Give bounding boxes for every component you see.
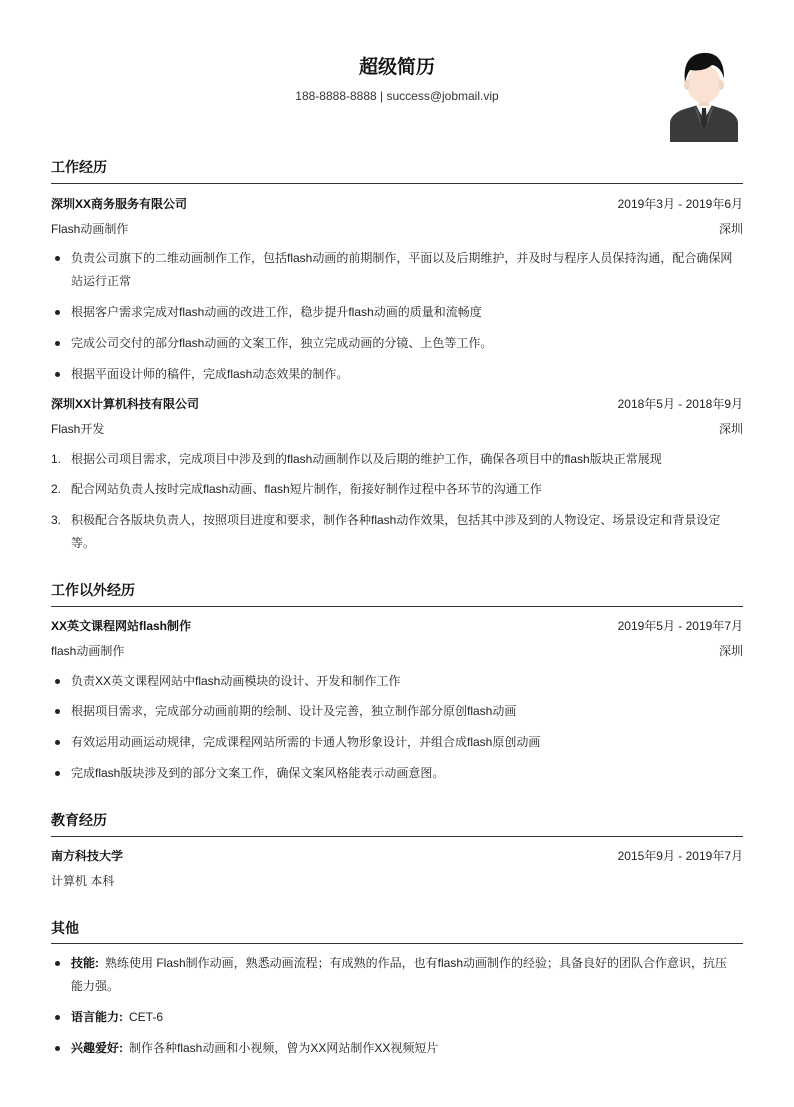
language-label: 语言能力: xyxy=(71,1010,123,1024)
education-period: 2015年9月 - 2019年7月 xyxy=(617,849,743,863)
school-name: 南方科技大学 xyxy=(51,849,124,863)
list-item: 有效运用动画运动规律，完成课程网站所需的卡通人物形象设计，并组合成flash原创动画 xyxy=(71,731,739,754)
job-role: Flash动画制作 xyxy=(51,222,129,236)
list-number: 2. xyxy=(51,482,62,496)
list-item: 负责公司旗下的二维动画制作工作，包括flash动画的前期制作，平面以及后期维护，并及时与程序人员保持沟通，配合确保网站运行正常 xyxy=(71,247,739,293)
section-title-education: 教育经历 xyxy=(51,812,107,828)
job-city: 深圳 xyxy=(718,222,743,236)
list-item xyxy=(71,1006,739,1029)
section-divider xyxy=(51,183,743,184)
list-item xyxy=(71,1037,739,1060)
education-subheader xyxy=(51,873,743,889)
company-name: 深圳XX商务服务有限公司 xyxy=(51,197,188,211)
bullet-dot xyxy=(55,771,60,776)
section-divider xyxy=(51,943,743,944)
company-name: 深圳XX计算机科技有限公司 xyxy=(51,397,200,411)
list-item: 根据项目需求，完成部分动画前期的绘制、设计及完善，独立制作部分原创flash动画 xyxy=(71,700,739,723)
list-number: 1. xyxy=(51,452,62,466)
list-item: 2. 配合网站负责人按时完成flash动画、flash短片制作，衔接好制作过程中各环节的沟通工作 xyxy=(71,478,739,501)
section-divider xyxy=(51,606,743,607)
list-item: 完成公司交付的部分flash动画的文案工作，独立完成动画的分镜、上色等工作。 xyxy=(71,332,739,355)
project-role: flash动画制作 xyxy=(51,644,125,658)
project-city: 深圳 xyxy=(718,644,743,658)
bullet-dot xyxy=(55,1015,60,1020)
education-header xyxy=(51,848,743,864)
project-period: 2019年5月 - 2019年7月 xyxy=(617,619,743,633)
contact-info: 188-8888-8888 | success@jobmail.vip xyxy=(295,89,499,103)
section-divider xyxy=(51,836,743,837)
project-header xyxy=(51,618,743,634)
education-major: 计算机 本科 xyxy=(51,874,115,888)
language-text: CET-6 xyxy=(129,1010,164,1024)
bullet-dot xyxy=(55,341,60,346)
job-city: 深圳 xyxy=(718,422,743,436)
section-title-extra: 工作以外经历 xyxy=(51,582,135,598)
list-item: 根据客户需求完成对flash动画的改进工作，稳步提升flash动画的质量和流畅度 xyxy=(71,301,739,324)
list-number: 3. xyxy=(51,513,62,527)
bullet-dot xyxy=(55,256,60,261)
list-item: 负责XX英文课程网站中flash动画模块的设计、开发和制作工作 xyxy=(71,670,739,693)
list-item xyxy=(71,952,739,998)
job-period: 2019年3月 - 2019年6月 xyxy=(617,197,743,211)
hobby-label: 兴趣爱好: xyxy=(71,1041,123,1055)
job-role: Flash开发 xyxy=(51,422,105,436)
person-avatar-icon xyxy=(668,48,740,142)
list-item: 3. 积极配合各版块负责人，按照项目进度和要求，制作各种flash动作效果，包括其中涉及到的人物设定、场景设定和背景设定等。 xyxy=(71,509,739,555)
bullet-dot xyxy=(55,310,60,315)
bullet-dot xyxy=(55,961,60,966)
bullet-dot xyxy=(55,372,60,377)
project-subheader xyxy=(51,643,743,659)
job-header xyxy=(51,396,743,412)
job-subheader xyxy=(51,421,743,437)
job-subheader xyxy=(51,221,743,237)
list-item: 完成flash版块涉及到的部分文案工作，确保文案风格能表示动画意图。 xyxy=(71,762,739,785)
bullet-dot xyxy=(55,740,60,745)
job-header xyxy=(51,196,743,212)
resume-name: 超级简历 xyxy=(358,57,435,78)
list-item: 1. 根据公司项目需求，完成项目中涉及到的flash动画制作以及后期的维护工作，确保各项目中的flash版块正常展现 xyxy=(71,448,739,471)
bullet-dot xyxy=(55,679,60,684)
skill-label: 技能: xyxy=(71,956,99,970)
bullet-dot xyxy=(55,1046,60,1051)
section-title-work: 工作经历 xyxy=(51,159,107,175)
skill-text: 熟练使用 Flash制作动画，熟悉动画流程；有成熟的作品，也有flash动画制作的经验；具备良好的团队合作意识，抗压能力强。 xyxy=(71,956,728,993)
job-period: 2018年5月 - 2018年9月 xyxy=(617,397,743,411)
section-title-other: 其他 xyxy=(51,920,79,936)
list-item: 根据平面设计师的稿件，完成flash动态效果的制作。 xyxy=(71,363,739,386)
project-name: XX英文课程网站flash制作 xyxy=(51,619,192,633)
bullet-dot xyxy=(55,709,60,714)
hobby-text: 制作各种flash动画和小视频，曾为XX网站制作XX视频短片 xyxy=(129,1041,439,1055)
